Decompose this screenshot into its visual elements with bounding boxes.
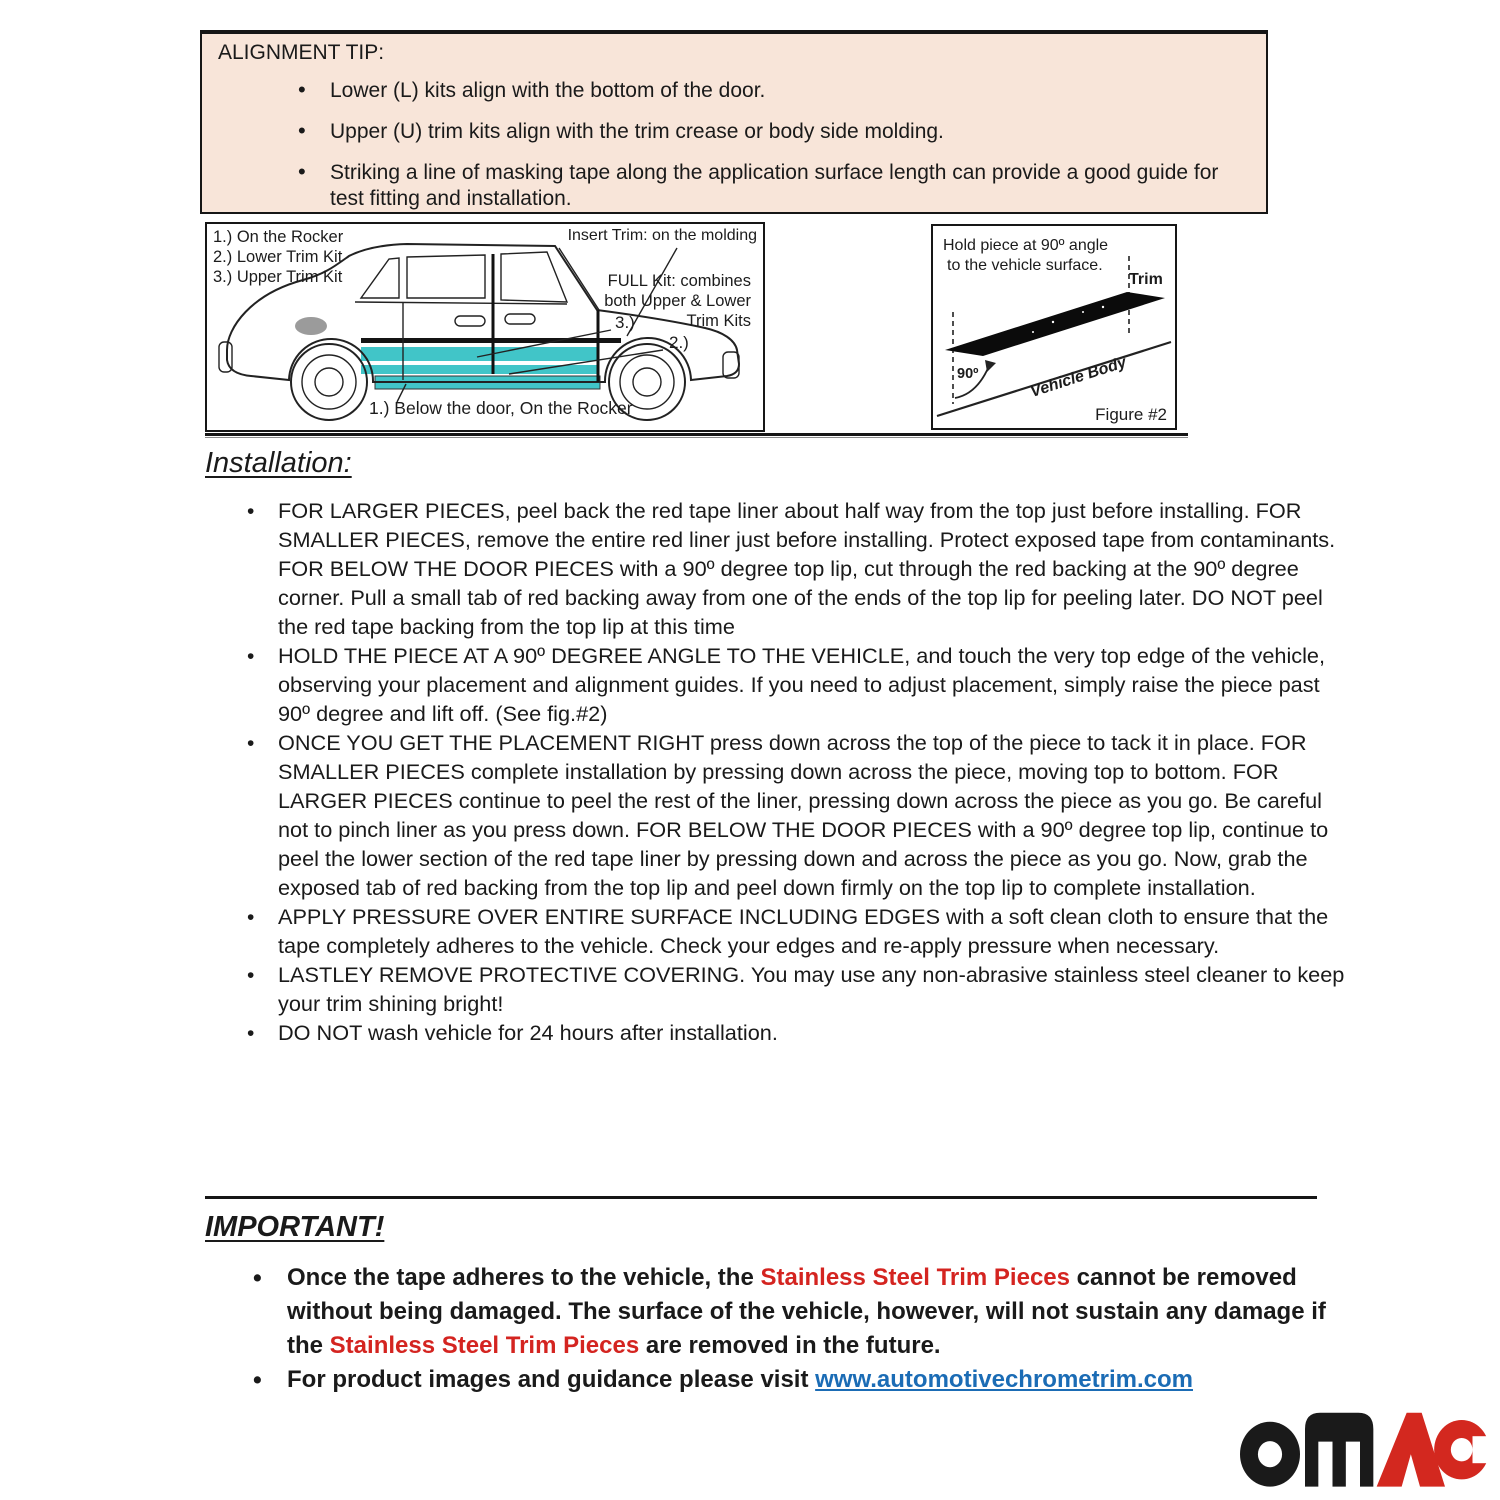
logo-letter-m	[1305, 1413, 1373, 1487]
front-door-window	[501, 252, 567, 302]
alignment-tip-box	[200, 30, 1268, 214]
alignment-tip-bullet: • Striking a line of masking tape along the application surface length can provide a good guide for test fitting and installation.	[330, 160, 1240, 212]
figures-bottom-rule	[205, 433, 1188, 438]
quarter-window	[361, 258, 399, 298]
important-note-text: For product images and guidance please visit	[287, 1366, 816, 1393]
rear-wheel	[291, 344, 367, 420]
body-side-molding-line	[361, 338, 621, 343]
fender-badge	[295, 317, 327, 335]
full-kit-label-line-2: both Upper & Lower	[604, 292, 751, 310]
omac-logo-svg	[1240, 1402, 1490, 1492]
vehicle-body-label: Vehicle Body	[1028, 353, 1129, 401]
angle-figure-box	[931, 224, 1177, 430]
trim-speckle	[1102, 306, 1104, 308]
logo-letter-c	[1434, 1420, 1490, 1479]
door-handle	[505, 314, 535, 324]
installation-heading: Installation:	[205, 447, 352, 479]
car-legend-line-2: 2.) Lower Trim Kit	[213, 248, 343, 266]
important-note	[287, 1261, 1337, 1363]
car-trim-diagram	[205, 222, 765, 432]
trim-label: Trim	[1129, 271, 1163, 288]
installation-step: • HOLD THE PIECE AT A 90º DEGREE ANGLE TO THE VEHICLE, and touch the very top edge of the vehicle, observing your placement and alignment guides. If you need to adjust placement, simply raise the piece past 90º degree and lift off. (See fig.#2)	[278, 641, 1348, 728]
installation-step: • FOR LARGER PIECES, peel back the red tape liner about half way from the top just before installing. FOR SMALLER PIECES, remove the entire red liner just before installing. Protect exposed tape from contaminants. FOR BELOW THE DOOR PIECES with a 90º degree top lip, cut through the red backing at the 90º degree corner. Pull a small tab of red backing away from one of the ends of the top lip for peeling later. DO NOT peel the red tape backing from the top lip at this time	[278, 496, 1348, 641]
important-heading: IMPORTANT!	[205, 1211, 385, 1243]
angle-label: 90º	[957, 366, 979, 382]
installation-step: • ONCE YOU GET THE PLACEMENT RIGHT press down across the top of the piece to tack it in place. FOR SMALLER PIECES complete installation by pressing down across the piece, moving top to bottom. FOR LARGER PIECES continue to peel the rest of the liner, pressing down across the piece as you go. Be careful not to pinch liner as you press down. FOR BELOW THE DOOR PIECES with a 90º degree top lip, continue to peel the lower section of the red tape liner by pressing down and across the piece as you go. Now, grab the exposed tab of red backing from the top lip and peel down firmly on the top lip to complete installation.	[278, 728, 1348, 902]
window-sill-line	[355, 302, 567, 304]
trim-speckle	[1082, 311, 1084, 313]
figure2-caption: Figure #2	[1095, 405, 1167, 424]
full-kit-label-line-3: Trim Kits	[686, 312, 751, 330]
a-pillar-line	[559, 248, 599, 310]
alignment-tip-bullet: • Lower (L) kits align with the bottom of the door.	[330, 78, 1240, 104]
installation-step: • APPLY PRESSURE OVER ENTIRE SURFACE INCLUDING EDGES with a soft clean cloth to ensure that the tape completely adheres to the vehicle. Check your edges and re-apply pressure when necessary.	[278, 902, 1348, 960]
callout-lower-label: 2.)	[669, 333, 689, 352]
important-notes	[205, 1261, 1337, 1397]
trim-pieces-highlight: Stainless Steel Trim Pieces	[329, 1332, 640, 1359]
logo-letter-o	[1240, 1422, 1300, 1487]
important-section-rule	[205, 1196, 1317, 1199]
insert-trim-label: Insert Trim: on the molding	[567, 227, 757, 244]
important-note	[287, 1363, 1337, 1397]
alignment-tip-bullet: • Upper (U) trim kits align with the trim crease or body side molding.	[330, 119, 1240, 145]
rocker-label: 1.) Below the door, On the Rocker	[369, 398, 633, 418]
installation-step: • DO NOT wash vehicle for 24 hours after installation.	[278, 1018, 1348, 1047]
trim-pieces-highlight: Stainless Steel Trim Pieces	[760, 1264, 1070, 1291]
car-diagram-svg	[207, 224, 763, 430]
important-note-text: Once the tape adheres to the vehicle, the	[287, 1264, 761, 1291]
trim-speckle	[1032, 331, 1034, 333]
website-link[interactable]: www.automotivechrometrim.com	[815, 1366, 1193, 1393]
upper-trim-stripe	[361, 347, 598, 361]
rear-door-window	[407, 255, 485, 298]
trim-speckle	[1052, 321, 1054, 323]
figure2-caption-line-1: Hold piece at 90º angle	[943, 237, 1109, 254]
installation-steps	[205, 496, 1348, 1047]
omac-logo	[1240, 1402, 1490, 1492]
alignment-tip-title: ALIGNMENT TIP:	[218, 41, 385, 64]
angle-figure-svg	[933, 226, 1175, 428]
car-legend-line-3: 3.) Upper Trim Kit	[213, 268, 343, 286]
trim-piece-shape	[945, 292, 1165, 356]
installation-step: • LASTLEY REMOVE PROTECTIVE COVERING. You may use any non-abrasive stainless steel cleaner to keep your trim shining bright!	[278, 960, 1348, 1018]
important-note-text: are removed in the future.	[639, 1332, 941, 1359]
door-handle	[455, 316, 485, 326]
callout-upper-label: 3.)	[615, 313, 635, 332]
alignment-tip-list	[202, 78, 1266, 212]
important-note-text: cannot be removed without being damaged. The surface of the vehicle, however, will not sustain any damage if the	[287, 1264, 1326, 1359]
car-legend-line-1: 1.) On the Rocker	[213, 228, 344, 246]
figure2-caption-line-2: to the vehicle surface.	[947, 257, 1103, 274]
full-kit-label-line-1: FULL Kit: combines	[607, 272, 751, 290]
